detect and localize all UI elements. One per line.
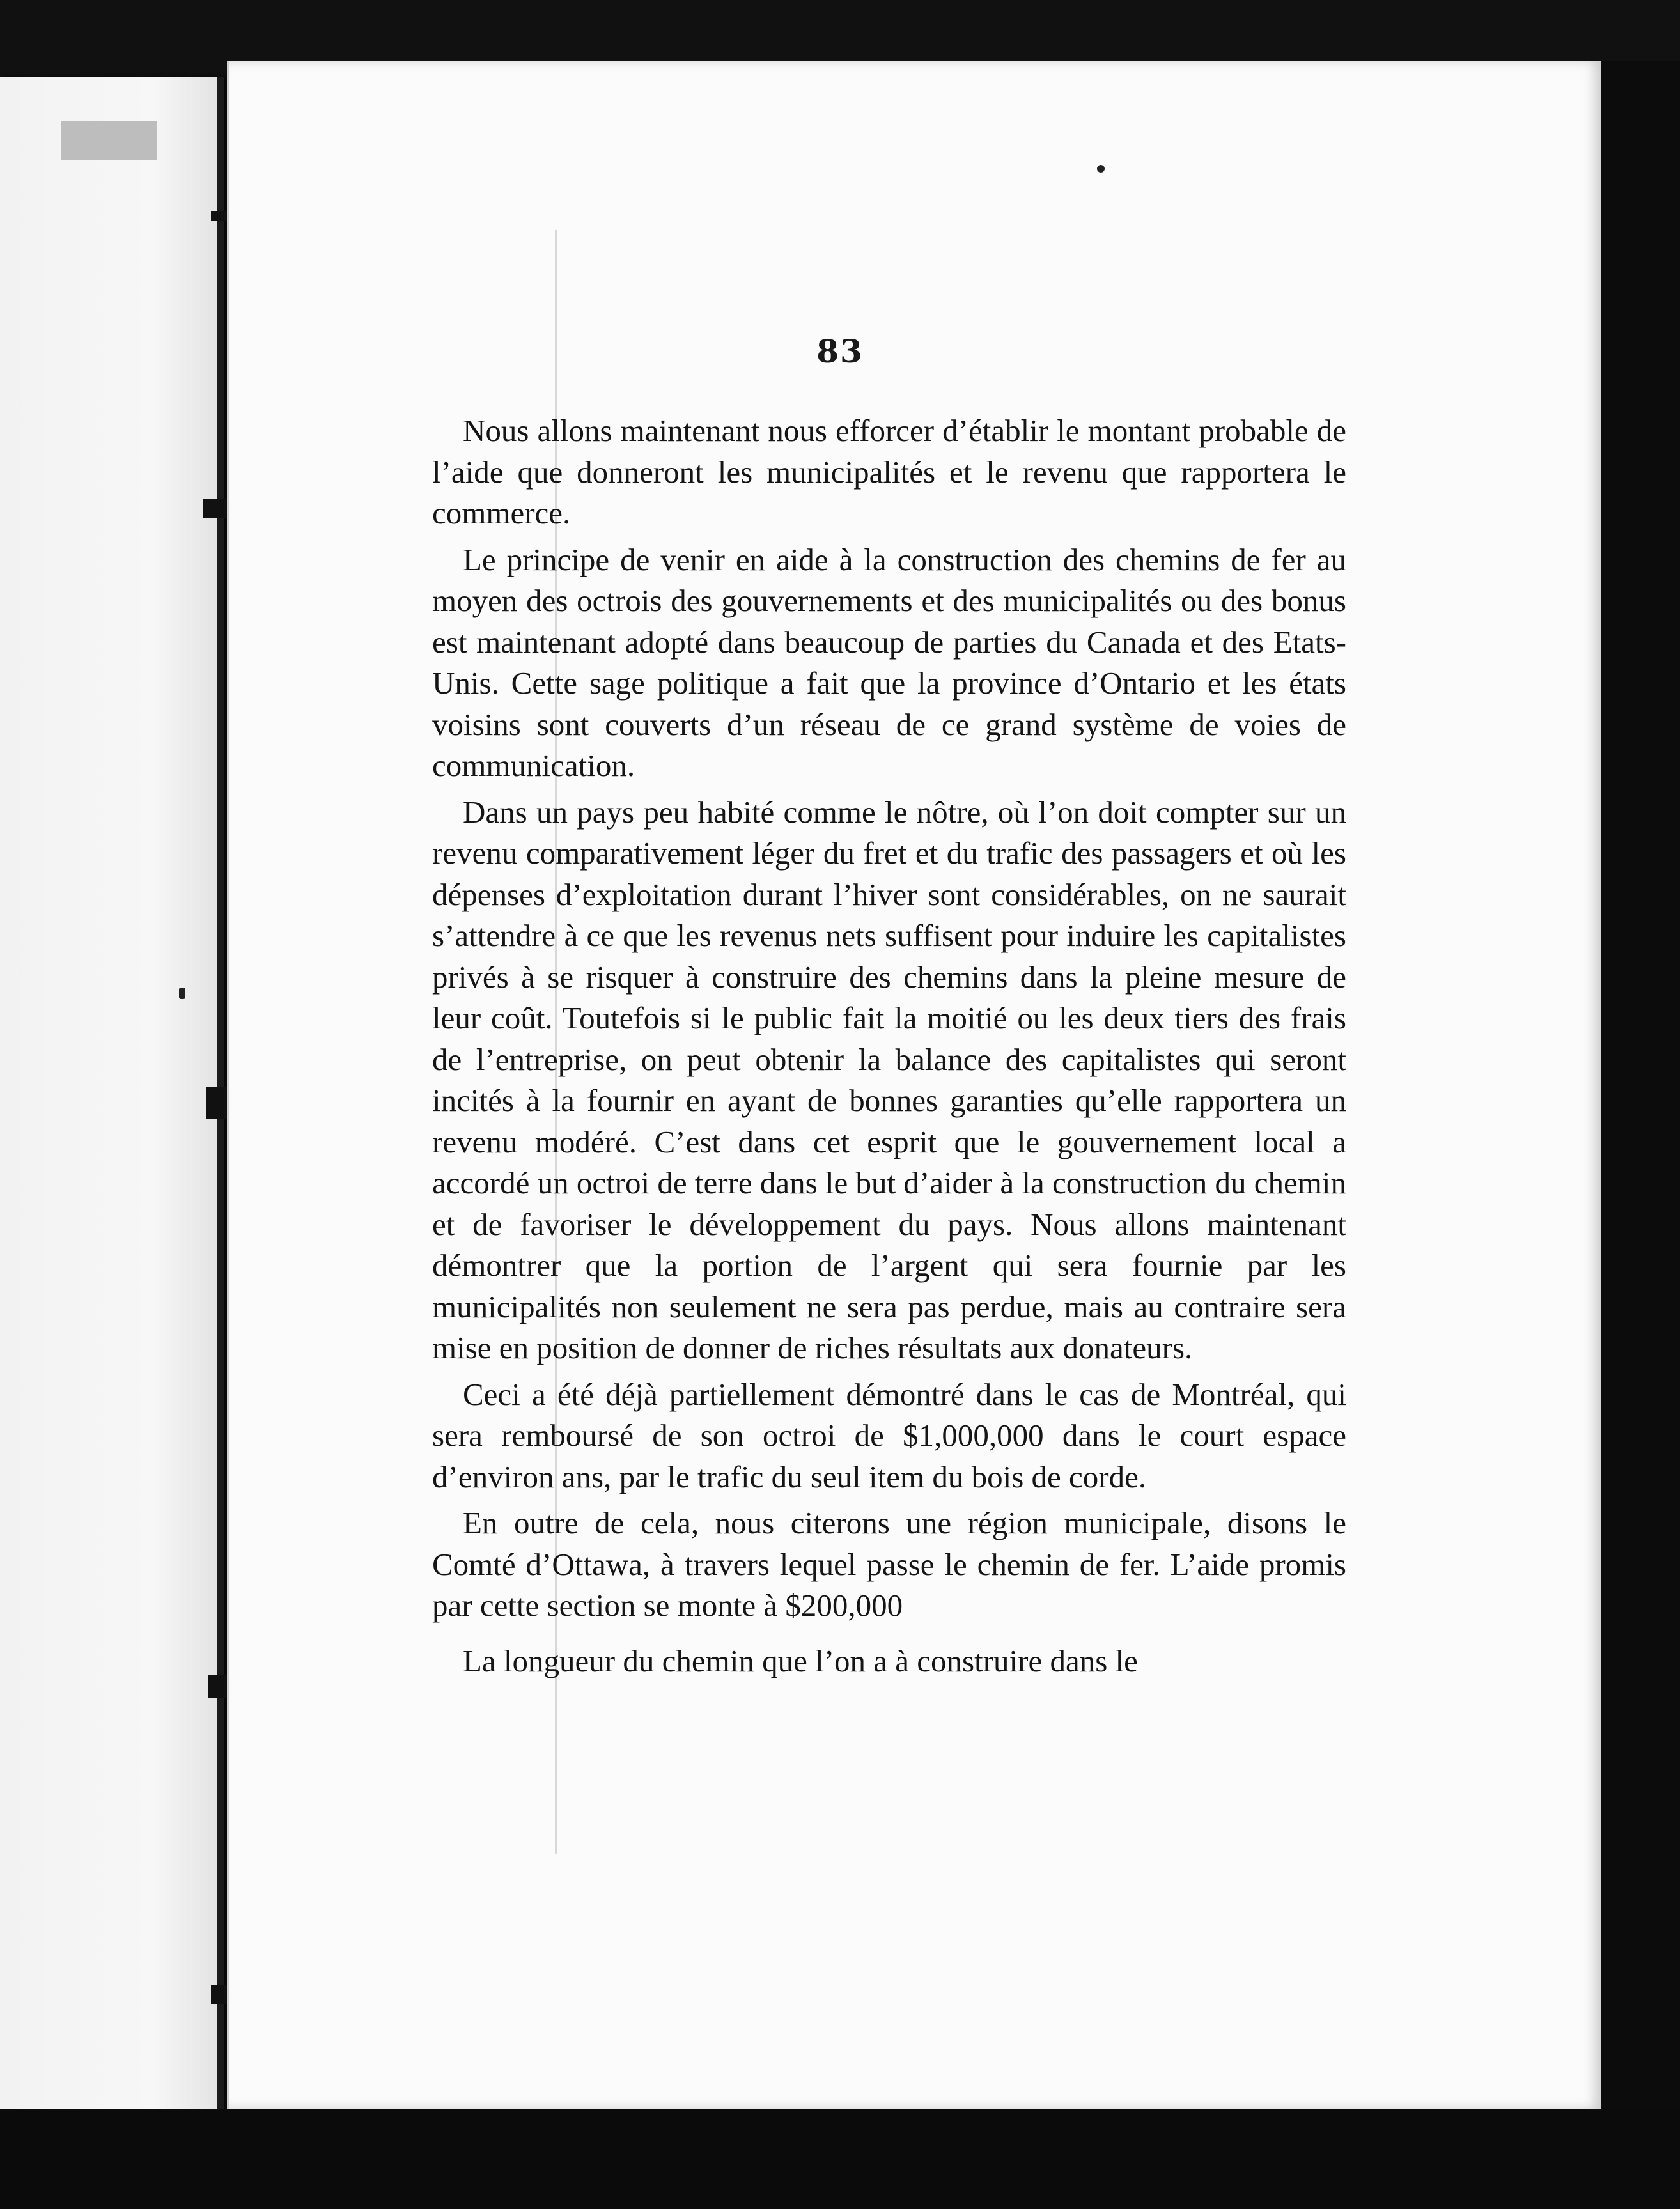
paragraph: Nous allons maintenant nous efforcer d’établir le montant probable de l’aide que donneront les municipalités et le revenu que rapportera le commerce. [432, 413, 1346, 531]
paragraph: Ceci a été déjà partiellement démontré dans le cas de Montréal, qui sera remboursé de son octroi de $1,000,000 dans le court espace d’environ ans, par le trafic du seul item du bois de corde. [432, 1376, 1346, 1494]
page-number: 83 [816, 332, 864, 370]
paragraph: Le principe de venir en aide à la construction des chemins de fer au moyen des octrois des gouvernements et des municipalités ou des bonus est maintenant adopté dans beaucoup de parties du Canada et des Etats-Unis. Cette sage politique a fait que la province d’Ontario et les états voisins sont couverts d’un réseau de ce grand système de voies de communication. [432, 541, 1346, 783]
paragraph: La longueur du chemin que l’on a à construire dans le [463, 1643, 1138, 1678]
scan-border-bottom [0, 2109, 1680, 2209]
paragraph: En outre de cela, nous citerons une région municipale, disons le Comté d’Ottawa, à travers lequel passe le chemin de fer. L’aide promis par cette section se monte à $200,000 [432, 1505, 1346, 1623]
body-text [432, 410, 1346, 1687]
page-tab [61, 121, 157, 160]
paragraph: Dans un pays peu habité comme le nôtre, où l’on doit compter sur un revenu comparativement léger du fret et du trafic des passagers et où les dépenses d’exploitation durant l’hiver sont considérables, on ne saurait s’attendre à ce que les revenus nets suffisent pour induire les capitalistes privés à se risquer à construire des chemins dans la pleine mesure de leur coût. Toutefois si le public fait la moitié ou les deux tiers des frais de l’entreprise, on peut obtenir la balance des capitalistes qui seront incités à la fournir en ayant de bonnes garanties qu’elle rapportera un revenu modéré. C’est dans cet esprit que le gouvernement local a accordé un octroi de terre dans le but d’aider à la construction du chemin et de favoriser le développement du pays. Nous allons maintenant démontrer que la portion de l’argent qui sera fournie par les municipalités non seulement ne sera pas perdue, mais au contraire sera mise en position de donner de riches résultats aux donateurs. [432, 794, 1346, 1365]
dust-speck [1097, 165, 1105, 173]
dust-speck [179, 988, 185, 999]
scan-border-right [1601, 61, 1680, 2209]
facing-page-edge [0, 77, 224, 2154]
